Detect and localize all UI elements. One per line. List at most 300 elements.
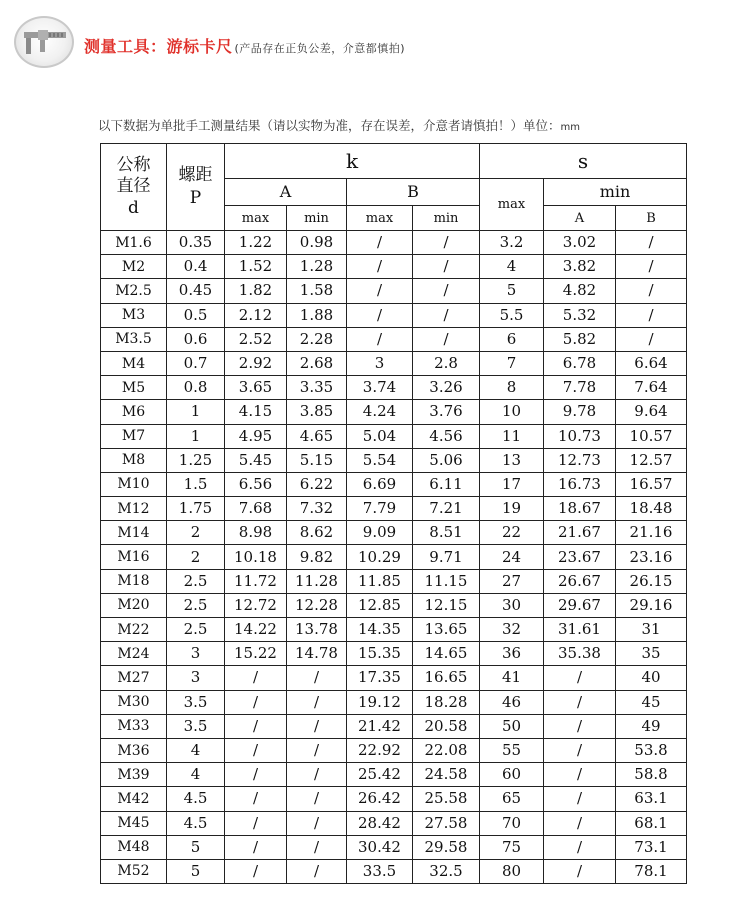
cell-k-a-min: 12.28 — [287, 593, 347, 617]
cell-s-min-a: 9.78 — [544, 400, 616, 424]
table-row — [101, 472, 687, 496]
cell-k-a-max: / — [225, 811, 287, 835]
cell-k-b-max: / — [347, 327, 413, 351]
table-row — [101, 618, 687, 642]
cell-k-b-min: 2.8 — [413, 351, 480, 375]
cell-size: M4 — [101, 351, 167, 375]
cell-k-a-max: 4.15 — [225, 400, 287, 424]
cell-k-b-min: 27.58 — [413, 811, 480, 835]
header-p-line: P — [189, 188, 202, 208]
cell-pitch: 0.45 — [167, 279, 225, 303]
cell-k-b-max: 12.85 — [347, 593, 413, 617]
cell-size: M22 — [101, 618, 167, 642]
cell-s-min-b: / — [616, 279, 687, 303]
cell-k-a-min: 11.28 — [287, 569, 347, 593]
table-row — [101, 376, 687, 400]
table-row — [101, 714, 687, 738]
cell-k-b-max: 3 — [347, 351, 413, 375]
cell-s-min-a: 7.78 — [544, 376, 616, 400]
table-row — [101, 859, 687, 883]
cell-s-min-a: 4.82 — [544, 279, 616, 303]
cell-k-a-max: 2.52 — [225, 327, 287, 351]
table-row — [101, 763, 687, 787]
cell-k-a-min: / — [287, 738, 347, 762]
cell-pitch: 0.5 — [167, 303, 225, 327]
table-row — [101, 738, 687, 762]
cell-k-a-max: 10.18 — [225, 545, 287, 569]
cell-k-b-max: 26.42 — [347, 787, 413, 811]
cell-s-max: 75 — [480, 835, 544, 859]
cell-k-b-min: 9.71 — [413, 545, 480, 569]
cell-size: M18 — [101, 569, 167, 593]
cell-k-b-min: / — [413, 255, 480, 279]
cell-s-min-b: / — [616, 231, 687, 255]
cell-size: M10 — [101, 472, 167, 496]
table-row — [101, 787, 687, 811]
cell-pitch: 3.5 — [167, 714, 225, 738]
cell-pitch: 1.25 — [167, 448, 225, 472]
cell-s-min-b: 23.16 — [616, 545, 687, 569]
cell-s-max: 3.2 — [480, 231, 544, 255]
cell-s-min-a: 35.38 — [544, 642, 616, 666]
cell-k-b-max: 28.42 — [347, 811, 413, 835]
cell-k-a-min: 7.32 — [287, 497, 347, 521]
cell-pitch: 2 — [167, 545, 225, 569]
cell-s-min-a: 26.67 — [544, 569, 616, 593]
cell-s-max: 30 — [480, 593, 544, 617]
intro-text: 以下数据为单批手工测量结果（请以实物为准，存在误差，介意者请慎拍！）单位： — [98, 118, 561, 133]
cell-k-a-max: / — [225, 738, 287, 762]
cell-k-b-max: 19.12 — [347, 690, 413, 714]
cell-k-a-max: 1.52 — [225, 255, 287, 279]
cell-size: M36 — [101, 738, 167, 762]
cell-k-a-max: 2.92 — [225, 351, 287, 375]
cell-s-min-a: 18.67 — [544, 497, 616, 521]
cell-s-max: 55 — [480, 738, 544, 762]
cell-size: M48 — [101, 835, 167, 859]
cell-s-max: 65 — [480, 787, 544, 811]
cell-s-min-a: / — [544, 835, 616, 859]
cell-s-min-b: 40 — [616, 666, 687, 690]
cell-k-a-min: 1.88 — [287, 303, 347, 327]
cell-s-min-b: 49 — [616, 714, 687, 738]
cell-s-max: 46 — [480, 690, 544, 714]
table-row — [101, 835, 687, 859]
cell-size: M1.6 — [101, 231, 167, 255]
cell-s-min-b: 63.1 — [616, 787, 687, 811]
cell-s-max: 7 — [480, 351, 544, 375]
cell-k-a-min: / — [287, 763, 347, 787]
table-row — [101, 448, 687, 472]
cell-k-a-min: 13.78 — [287, 618, 347, 642]
cell-pitch: 5 — [167, 835, 225, 859]
cell-s-max: 5.5 — [480, 303, 544, 327]
page-header — [10, 12, 740, 72]
cell-k-a-max: 11.72 — [225, 569, 287, 593]
cell-s-min-b: 6.64 — [616, 351, 687, 375]
cell-k-a-max: 6.56 — [225, 472, 287, 496]
cell-s-max: 10 — [480, 400, 544, 424]
cell-k-a-min: 1.58 — [287, 279, 347, 303]
cell-size: M3.5 — [101, 327, 167, 351]
table-row — [101, 593, 687, 617]
cell-k-b-min: 4.56 — [413, 424, 480, 448]
header-k-a: A — [225, 179, 347, 206]
cell-pitch: 3 — [167, 666, 225, 690]
cell-size: M42 — [101, 787, 167, 811]
cell-s-max: 41 — [480, 666, 544, 690]
cell-k-a-min: 3.85 — [287, 400, 347, 424]
header-s-min-a: A — [544, 206, 616, 231]
cell-k-b-min: 6.11 — [413, 472, 480, 496]
cell-s-max: 17 — [480, 472, 544, 496]
cell-k-b-min: 20.58 — [413, 714, 480, 738]
cell-k-b-max: 17.35 — [347, 666, 413, 690]
table-row — [101, 690, 687, 714]
cell-k-b-min: 32.5 — [413, 859, 480, 883]
header-s: s — [480, 144, 687, 179]
cell-size: M16 — [101, 545, 167, 569]
cell-s-max: 60 — [480, 763, 544, 787]
cell-s-max: 70 — [480, 811, 544, 835]
cell-pitch: 3.5 — [167, 690, 225, 714]
cell-s-max: 80 — [480, 859, 544, 883]
cell-s-min-a: 23.67 — [544, 545, 616, 569]
cell-k-b-min: 3.26 — [413, 376, 480, 400]
header-row-1 — [101, 144, 687, 179]
page-title — [84, 34, 405, 57]
cell-k-b-min: 5.06 — [413, 448, 480, 472]
cell-s-max: 36 — [480, 642, 544, 666]
cell-s-max: 24 — [480, 545, 544, 569]
cell-k-b-max: 9.09 — [347, 521, 413, 545]
cell-k-a-max: / — [225, 835, 287, 859]
cell-k-a-min: / — [287, 666, 347, 690]
cell-s-max: 27 — [480, 569, 544, 593]
header-k-b: B — [347, 179, 480, 206]
cell-size: M6 — [101, 400, 167, 424]
cell-size: M39 — [101, 763, 167, 787]
cell-size: M45 — [101, 811, 167, 835]
cell-k-a-max: 7.68 — [225, 497, 287, 521]
cell-k-a-min: 4.65 — [287, 424, 347, 448]
cell-k-a-min: / — [287, 787, 347, 811]
cell-k-a-min: 1.28 — [287, 255, 347, 279]
cell-k-b-max: 22.92 — [347, 738, 413, 762]
cell-k-a-min: / — [287, 835, 347, 859]
cell-s-min-a: / — [544, 811, 616, 835]
cell-k-b-max: 14.35 — [347, 618, 413, 642]
cell-s-min-a: 16.73 — [544, 472, 616, 496]
cell-s-min-a: / — [544, 763, 616, 787]
cell-k-a-max: 3.65 — [225, 376, 287, 400]
cell-k-a-min: 3.35 — [287, 376, 347, 400]
cell-s-min-b: 29.16 — [616, 593, 687, 617]
cell-k-a-max: 8.98 — [225, 521, 287, 545]
cell-k-b-min: 22.08 — [413, 738, 480, 762]
cell-s-min-b: 68.1 — [616, 811, 687, 835]
cell-pitch: 4.5 — [167, 787, 225, 811]
cell-k-b-max: 21.42 — [347, 714, 413, 738]
header-s-max: max — [480, 179, 544, 231]
cell-size: M27 — [101, 666, 167, 690]
cell-size: M2.5 — [101, 279, 167, 303]
cell-s-max: 50 — [480, 714, 544, 738]
cell-k-b-max: / — [347, 231, 413, 255]
header-k: k — [225, 144, 480, 179]
header-k-a-min: min — [287, 206, 347, 231]
cell-pitch: 4 — [167, 738, 225, 762]
cell-k-b-min: 16.65 — [413, 666, 480, 690]
cell-k-b-min: 8.51 — [413, 521, 480, 545]
cell-pitch: 0.8 — [167, 376, 225, 400]
cell-k-a-max: / — [225, 787, 287, 811]
spec-table-wrapper — [100, 143, 686, 884]
cell-k-a-max: 14.22 — [225, 618, 287, 642]
cell-k-b-min: 18.28 — [413, 690, 480, 714]
cell-k-b-max: 10.29 — [347, 545, 413, 569]
cell-k-b-max: 33.5 — [347, 859, 413, 883]
cell-s-min-b: 9.64 — [616, 400, 687, 424]
cell-k-a-max: 2.12 — [225, 303, 287, 327]
cell-s-min-b: 16.57 — [616, 472, 687, 496]
cell-s-min-b: 10.57 — [616, 424, 687, 448]
header-k-b-min: min — [413, 206, 480, 231]
cell-size: M12 — [101, 497, 167, 521]
cell-pitch: 0.35 — [167, 231, 225, 255]
cell-k-a-max: 4.95 — [225, 424, 287, 448]
cell-size: M3 — [101, 303, 167, 327]
cell-pitch: 1 — [167, 400, 225, 424]
cell-size: M5 — [101, 376, 167, 400]
cell-s-min-b: 21.16 — [616, 521, 687, 545]
cell-k-b-max: 11.85 — [347, 569, 413, 593]
cell-s-max: 8 — [480, 376, 544, 400]
table-row — [101, 231, 687, 255]
table-row — [101, 303, 687, 327]
cell-pitch: 0.6 — [167, 327, 225, 351]
cell-k-a-max: / — [225, 859, 287, 883]
cell-k-b-min: 11.15 — [413, 569, 480, 593]
cell-k-a-max: 12.72 — [225, 593, 287, 617]
cell-k-a-min: 6.22 — [287, 472, 347, 496]
cell-k-b-max: / — [347, 279, 413, 303]
cell-k-a-min: 0.98 — [287, 231, 347, 255]
cell-s-min-b: 31 — [616, 618, 687, 642]
header-s-min-b: B — [616, 206, 687, 231]
table-row — [101, 497, 687, 521]
cell-k-b-min: / — [413, 327, 480, 351]
cell-s-min-b: 45 — [616, 690, 687, 714]
cell-k-a-max: 5.45 — [225, 448, 287, 472]
cell-k-b-max: 5.54 — [347, 448, 413, 472]
cell-k-b-min: 13.65 — [413, 618, 480, 642]
cell-k-b-min: / — [413, 303, 480, 327]
cell-s-min-b: 26.15 — [616, 569, 687, 593]
cell-s-min-b: 58.8 — [616, 763, 687, 787]
cell-k-a-max: 1.22 — [225, 231, 287, 255]
cell-k-b-max: / — [347, 255, 413, 279]
cell-k-b-min: 25.58 — [413, 787, 480, 811]
cell-k-b-min: 7.21 — [413, 497, 480, 521]
cell-k-b-min: / — [413, 231, 480, 255]
header-d-line: 公称 — [116, 155, 151, 176]
cell-k-b-max: 4.24 — [347, 400, 413, 424]
cell-k-b-max: 3.74 — [347, 376, 413, 400]
cell-k-b-min: 3.76 — [413, 400, 480, 424]
cell-pitch: 0.4 — [167, 255, 225, 279]
cell-pitch: 4.5 — [167, 811, 225, 835]
cell-k-b-max: 5.04 — [347, 424, 413, 448]
cell-s-min-a: 6.78 — [544, 351, 616, 375]
cell-s-min-a: 10.73 — [544, 424, 616, 448]
cell-s-min-a: / — [544, 738, 616, 762]
cell-s-max: 11 — [480, 424, 544, 448]
cell-k-b-min: 12.15 — [413, 593, 480, 617]
cell-s-min-b: / — [616, 327, 687, 351]
cell-k-b-max: 15.35 — [347, 642, 413, 666]
cell-k-a-min: 9.82 — [287, 545, 347, 569]
title-text: 测量工具：游标卡尺 — [84, 37, 233, 56]
cell-k-b-min: 29.58 — [413, 835, 480, 859]
cell-size: M2 — [101, 255, 167, 279]
cell-s-min-a: 3.82 — [544, 255, 616, 279]
cell-size: M8 — [101, 448, 167, 472]
table-row — [101, 351, 687, 375]
cell-s-min-a: 12.73 — [544, 448, 616, 472]
cell-s-min-a: 29.67 — [544, 593, 616, 617]
table-row — [101, 521, 687, 545]
cell-size: M7 — [101, 424, 167, 448]
cell-size: M24 — [101, 642, 167, 666]
cell-pitch: 2.5 — [167, 593, 225, 617]
cell-s-min-a: / — [544, 714, 616, 738]
cell-s-min-b: 7.64 — [616, 376, 687, 400]
cell-s-min-a: 3.02 — [544, 231, 616, 255]
header-d-line: 直径 — [116, 176, 151, 197]
cell-s-max: 4 — [480, 255, 544, 279]
cell-s-max: 5 — [480, 279, 544, 303]
cell-k-a-min: 8.62 — [287, 521, 347, 545]
cell-s-min-b: 78.1 — [616, 859, 687, 883]
intro-line — [98, 116, 580, 134]
cell-k-a-max: / — [225, 763, 287, 787]
cell-size: M14 — [101, 521, 167, 545]
table-row — [101, 279, 687, 303]
cell-pitch: 1.75 — [167, 497, 225, 521]
cell-pitch: 0.7 — [167, 351, 225, 375]
cell-k-a-min: 2.68 — [287, 351, 347, 375]
cell-s-min-b: 18.48 — [616, 497, 687, 521]
cell-s-min-b: 35 — [616, 642, 687, 666]
cell-pitch: 4 — [167, 763, 225, 787]
header-d-line: d — [128, 197, 139, 218]
cell-k-b-max: 7.79 — [347, 497, 413, 521]
cell-pitch: 3 — [167, 642, 225, 666]
cell-k-a-min: / — [287, 690, 347, 714]
cell-s-max: 6 — [480, 327, 544, 351]
table-row — [101, 666, 687, 690]
cell-k-b-max: 30.42 — [347, 835, 413, 859]
cell-pitch: 2 — [167, 521, 225, 545]
cell-s-min-a: / — [544, 859, 616, 883]
cell-k-a-min: 14.78 — [287, 642, 347, 666]
cell-pitch: 5 — [167, 859, 225, 883]
cell-s-min-b: 73.1 — [616, 835, 687, 859]
cell-size: M20 — [101, 593, 167, 617]
cell-size: M33 — [101, 714, 167, 738]
header-nominal-diameter — [101, 144, 167, 231]
cell-s-min-a: 5.82 — [544, 327, 616, 351]
cell-s-min-b: / — [616, 303, 687, 327]
cell-k-b-max: 6.69 — [347, 472, 413, 496]
cell-s-min-b: / — [616, 255, 687, 279]
cell-pitch: 1 — [167, 424, 225, 448]
cell-s-min-a: 5.32 — [544, 303, 616, 327]
cell-k-a-max: 15.22 — [225, 642, 287, 666]
cell-k-b-min: 14.65 — [413, 642, 480, 666]
header-k-b-max: max — [347, 206, 413, 231]
table-row — [101, 569, 687, 593]
cell-k-a-min: / — [287, 714, 347, 738]
header-k-a-max: max — [225, 206, 287, 231]
cell-k-a-max: 1.82 — [225, 279, 287, 303]
cell-s-min-a: 21.67 — [544, 521, 616, 545]
cell-k-a-max: / — [225, 666, 287, 690]
table-row — [101, 545, 687, 569]
cell-pitch: 2.5 — [167, 618, 225, 642]
spec-table — [100, 143, 687, 884]
cell-s-min-a: 31.61 — [544, 618, 616, 642]
table-row — [101, 642, 687, 666]
cell-k-a-min: / — [287, 859, 347, 883]
cell-s-min-b: 12.57 — [616, 448, 687, 472]
caliper-icon — [14, 16, 74, 68]
table-row — [101, 400, 687, 424]
header-p-line: 螺距 — [178, 165, 213, 186]
cell-k-a-max: / — [225, 690, 287, 714]
tolerance-note: (产品存在正负公差，介意都慎拍) — [234, 42, 406, 55]
header-s-min: min — [544, 179, 687, 206]
cell-k-b-max: / — [347, 303, 413, 327]
cell-k-a-min: 2.28 — [287, 327, 347, 351]
cell-s-max: 13 — [480, 448, 544, 472]
cell-s-min-a: / — [544, 787, 616, 811]
table-row — [101, 424, 687, 448]
cell-k-b-min: / — [413, 279, 480, 303]
header-pitch — [167, 144, 225, 231]
cell-k-b-max: 25.42 — [347, 763, 413, 787]
cell-s-min-a: / — [544, 690, 616, 714]
table-row — [101, 327, 687, 351]
cell-s-min-b: 53.8 — [616, 738, 687, 762]
cell-s-max: 19 — [480, 497, 544, 521]
table-row — [101, 255, 687, 279]
cell-k-a-max: / — [225, 714, 287, 738]
cell-size: M30 — [101, 690, 167, 714]
cell-s-max: 32 — [480, 618, 544, 642]
cell-pitch: 1.5 — [167, 472, 225, 496]
cell-pitch: 2.5 — [167, 569, 225, 593]
cell-k-a-min: / — [287, 811, 347, 835]
cell-k-b-min: 24.58 — [413, 763, 480, 787]
unit-text: mm — [560, 122, 580, 133]
cell-s-min-a: / — [544, 666, 616, 690]
cell-k-a-min: 5.15 — [287, 448, 347, 472]
cell-size: M52 — [101, 859, 167, 883]
table-row — [101, 811, 687, 835]
cell-s-max: 22 — [480, 521, 544, 545]
